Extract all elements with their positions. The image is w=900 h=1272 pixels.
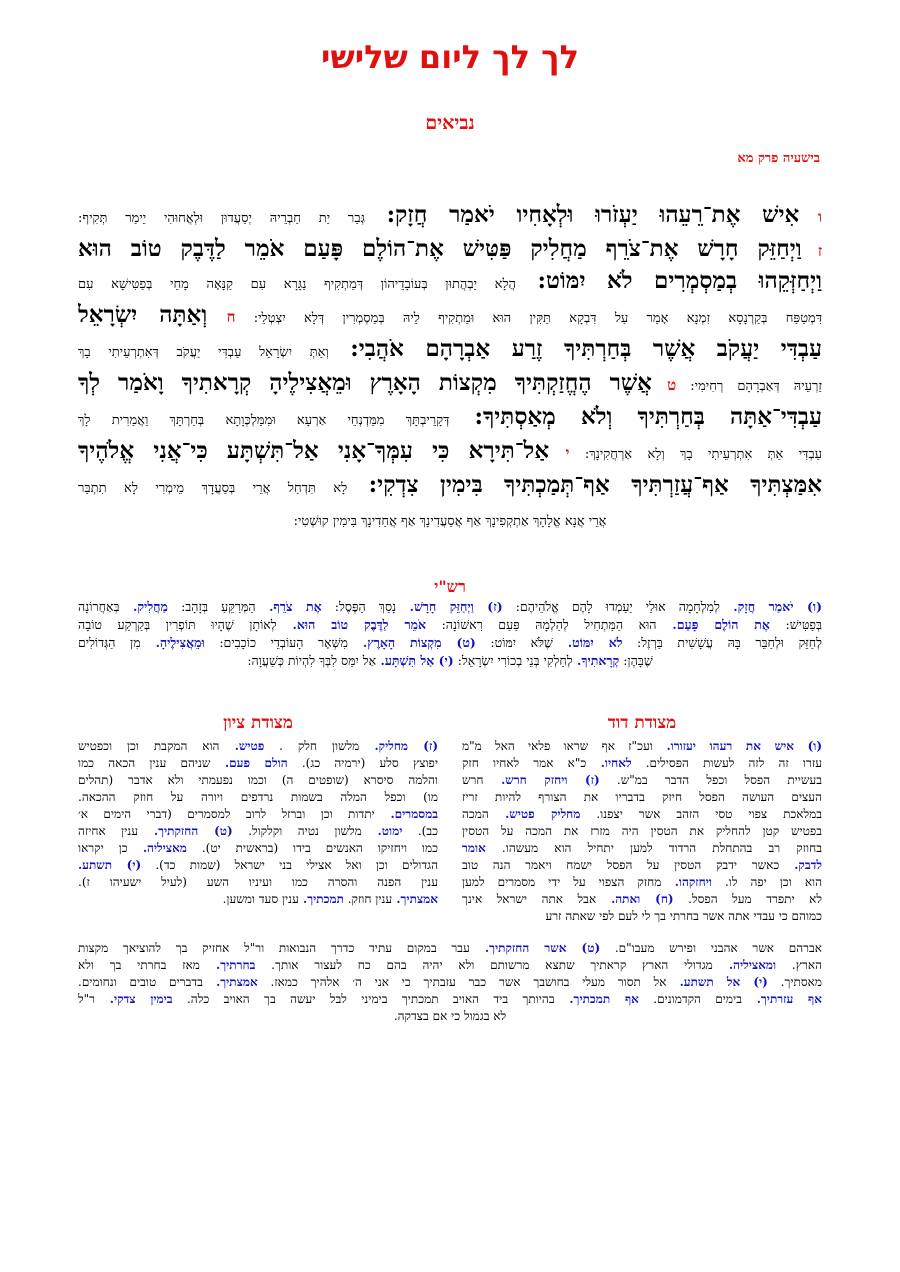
rashi-commentary	[78, 598, 822, 670]
metzudat-david-continuation	[78, 940, 822, 1025]
text-segment: הגדולים וכן ואל אצילי בני ישראל (שמות כד).	[141, 858, 438, 872]
heading-word: ויחזקהו.	[661, 875, 712, 889]
text-segment: חרש	[462, 773, 484, 787]
heading-word: מאציליה.	[127, 841, 187, 855]
verse-number: ז	[801, 242, 822, 260]
text-segment: ועכ"ז אף שראו פלאי האל מ"מ	[462, 739, 653, 753]
text-segment: דִּמְטַפַּח בְּקַרְנָסָא זִמְנָא אָמַר עַל דִּבְקָא תַּקִּין הוּא וּמַתְקִיף לֵיהּ בְּמַסְמְרִין דְּלָא יִצְטְלֵי:	[235, 311, 822, 326]
text-segment: מגדולי הארץ קראתיך שתצא מרשותם ולא יהיה בהם כח לעצור אותך.	[255, 958, 713, 972]
text-segment: וְאַתָּה יִשְׂרָאֵל	[78, 301, 208, 328]
text-segment: בעשיית הפסל וכפל הדבר במ"ש.	[599, 773, 822, 787]
text-segment: בפטיש קטן להחליק את הטסין היה מזרז את המכה על הטסין	[462, 824, 822, 838]
text-segment: לְאוֹתָן שֶׁהָיוּ תּוֹפְרִין בְּקַרְקַע טוֹבָה	[78, 617, 277, 632]
metzudat-david-line	[462, 857, 822, 874]
section-title: נביאים	[425, 112, 475, 134]
heading-word: מַחֲלִיק.	[119, 599, 168, 614]
heading-word: אֶת צֹרֵף.	[255, 599, 322, 614]
scripture-text	[78, 200, 822, 537]
rashi-line	[78, 616, 822, 634]
text-segment: זַרְעֵיהּ דְּאַבְרָהָם רְחִימִי:	[676, 379, 822, 394]
text-segment: הארץ.	[776, 958, 822, 972]
heading-word: במסמרים.	[374, 807, 438, 821]
scripture-line	[78, 234, 822, 266]
metzudat-david-line	[462, 891, 822, 908]
continuation-line	[78, 1008, 822, 1025]
text-segment: שניהם ענין הכאה כמו	[78, 756, 211, 770]
heading-word: (י) אל תשתע.	[666, 975, 768, 989]
text-segment: ענין הפנה והסרה כמו ועיניו השע (לעיל ישעיהו ז).	[78, 875, 438, 889]
metzudat-zion-line	[78, 840, 438, 857]
text-segment: מִשְּׁאָר הָעוֹבְדֵי כוֹכָבִים:	[204, 635, 348, 650]
heading-word: (ז) וַיְחַזֵּק חָרָשׁ.	[396, 599, 503, 614]
continuation-line	[78, 957, 822, 974]
text-segment: נָסַךְ הַפֶּסֶל:	[321, 599, 397, 614]
text-segment: הוא המקבת וכן וכפטיש	[78, 739, 220, 753]
text-segment: הַמְּרַקֵּעַ בְּזָהָב:	[167, 599, 256, 614]
metzudat-zion-title: מצודת ציון	[223, 713, 293, 733]
text-segment: כן יקראו	[78, 841, 128, 855]
heading-word: וּמֵאֲצִילֶיהָ.	[140, 635, 205, 650]
text-segment: כאשר ידבק הטסין על הפסל ישמח ויאמר הנה טוב	[462, 858, 780, 872]
text-segment: מחזק הצפוי על ידי מסמרים למען	[462, 875, 662, 889]
metzudat-david-line	[462, 908, 822, 925]
metzudat-zion-line	[78, 823, 438, 840]
heading-word: לדבק.	[779, 858, 822, 872]
text-segment: וְאַתְּ יִשְׂרָאֵל עַבְדִּי יַעֲקֹב דְּאִתְרְעֵיתִי בָךְ	[78, 345, 329, 360]
metzudat-david-line	[462, 806, 822, 823]
heading-word: אֹמֵר לַדֶּבֶק טוֹב הוּא.	[276, 617, 427, 632]
text-segment: וַיְחַזְּקֵהוּ בְמַסְמְרִים לֹא יִמּוֹט:	[516, 267, 822, 294]
heading-word: אומר	[462, 841, 486, 855]
text-segment: ר"ל	[78, 992, 96, 1006]
heading-word: (י) אַל תִּשְׁתָּע.	[376, 653, 454, 668]
text-segment: בחוזק רב בהתחלת הרדוד למען יתחיל הוא מעשהו.	[485, 841, 822, 855]
text-segment: הוא וכן יפה לו.	[711, 875, 822, 889]
text-segment: עַבְדִּי־אַתָּה בְּחַרְתִּיךָ וְלֹא מְאַסְתִּיךָ:	[449, 403, 822, 430]
heading-word: אף עזרתיך.	[741, 992, 822, 1006]
text-segment: הוּא הַמַּתְחִיל לְהַלְמָהּ פַּעַם רִאשׁוֹנָה:	[426, 617, 657, 632]
page-title: לך לך ליום שלישי	[321, 38, 579, 76]
text-segment: כמו ויחזיקו האנשים בידו (בראשית יט).	[186, 841, 438, 855]
metzudat-david-line	[462, 874, 822, 891]
text-segment: אַל־תִּירָא כִּי עִמְּךָ־אָנִי אַל־תִּשְׁתָּע כִּי־אֲנִי אֱלֹהֶיךָ	[78, 437, 550, 464]
heading-word: (ז) מחליק.	[359, 739, 438, 753]
continuation-line	[78, 940, 822, 957]
heading-word: ימוט.	[361, 824, 403, 838]
text-segment: אֲרֵי אֲנָא אֱלָהָךְ אַתְקְפִינָךְ אַף אֲסַעֲדִינָךְ אַף אֲחַדִינָךְ בִּימִין קוּשְׁטִי:	[293, 514, 607, 529]
metzudat-zion-line	[78, 772, 438, 789]
text-segment: שֶׁלֹּא יִמּוֹט:	[475, 635, 553, 650]
text-segment: לְמִלְחָמָה אוּלַי יַעַמְדוּ לָהֶם אֱלֹהֵיהֶם:	[502, 599, 720, 614]
text-segment: לְחַזֵּק וּלְחַבֵּר בָּהּ עֲשָׁשִׁית בַּרְזֶל:	[622, 635, 822, 650]
scripture-line	[78, 470, 822, 504]
scripture-line	[78, 368, 822, 402]
rashi-line	[78, 598, 822, 616]
metzudat-zion-line	[78, 874, 438, 891]
heading-word: אֶת הוֹלֶם פָּעַם.	[656, 617, 770, 632]
text-segment: במלאכת צפוי טסי הזהב אשר יצפנו.	[580, 807, 822, 821]
text-segment: אֲשֶׁר הֶחֱזַקְתִּיךָ מִקְצוֹת הָאָרֶץ וּמֵאֲצִילֶיהָ קְרָאתִיךָ וָאֹמַר לְךָ	[78, 369, 652, 396]
verse-number: ט	[651, 376, 677, 394]
text-segment: גְּבַר יַת חַבְרֵיהּ יְסַעֲדוּן וּלְאֲחוּהִי יֵימַר תְּקִיף:	[78, 211, 365, 226]
text-segment: מאסתיך.	[767, 975, 822, 989]
heading-word: בחרתיך.	[199, 958, 256, 972]
metzudat-zion-line	[78, 806, 438, 823]
heading-word: ומאציליה.	[712, 958, 777, 972]
scripture-line	[78, 504, 822, 537]
scripture-line	[78, 436, 822, 470]
text-segment: בהיותך ביד האויב תמכתיך בימיני לבל יעשה בך האויב כלה.	[172, 992, 555, 1006]
text-segment: יתדות וכן וברזל לרוב למסמרים (דברי הימים א׳	[78, 807, 375, 821]
heading-word: (ח) ואתה.	[596, 892, 674, 906]
text-segment: בְּאַחֲרוֹנָה	[78, 599, 120, 614]
metzudat-zion-line	[78, 738, 438, 755]
metzudat-david-line	[462, 789, 822, 806]
metzudat-zion-line	[78, 789, 438, 806]
heading-word: לאחיו.	[586, 756, 632, 770]
text-segment: בדברים טובים ונחומים.	[78, 975, 203, 989]
text-segment: לָא תִּדְחַל אֲרֵי בְּסַעֲדָךְ מֵימְרִי לָא תִתְבַּר	[78, 481, 348, 496]
verse-number: ו	[799, 208, 822, 226]
heading-word: פטיש.	[219, 739, 265, 753]
text-segment: אַל יִמַּס לִבְּךָ לִהְיוֹת כְּשַׁעֲוָה:	[247, 653, 377, 668]
text-segment: בְּפַטִּישׁ:	[769, 617, 822, 632]
text-segment: מלשון חלק .	[264, 739, 360, 753]
text-segment: כב).	[402, 824, 438, 838]
text-segment: לא יתפרד מעל הפסל.	[673, 892, 822, 906]
heading-word: (ז) ויחזק חרש.	[483, 773, 600, 787]
text-segment: והלמה סיסרא (שופטים ה) וכמו נפעמתי ולא אדבר (תהלים	[78, 773, 438, 787]
metzudat-david-line	[462, 840, 822, 857]
text-segment: המכה	[462, 807, 489, 821]
text-segment: העצים העושה הפסל חיזק בדבריו את הצורף להיות זריז	[462, 790, 822, 804]
heading-word: אמצתיך.	[392, 892, 438, 906]
heading-word: לֹא יִמּוֹט.	[552, 635, 623, 650]
metzudat-david-title: מצודת דוד	[607, 713, 677, 733]
heading-word: קְרָאתִיךָ.	[572, 653, 620, 668]
text-segment: הֲלָא יַבְהֲתוּן בְּעוֹבָדֵיהוֹן דְּמַתְקִיף נַגָּרָא עִם קַנָּאָה מָחֵי בְּפַטִּישָׁא עִם	[78, 277, 517, 292]
continuation-line	[78, 991, 822, 1008]
text-segment: עזרו זה לזה לעשות הפסילים.	[631, 756, 822, 770]
text-segment: אִישׁ אֶת־רֵעֵהוּ יַעְזֹרוּ וּלְאָחִיו יֹאמַר חֲזָק:	[364, 201, 800, 228]
heading-word: (ו) יֹאמַר חֲזָק.	[719, 599, 822, 614]
scripture-line	[78, 334, 822, 368]
heading-word: מחליק פטיש.	[488, 807, 581, 821]
text-segment: כמוהם כי עבדי אתה אשר בחרתי בך לי לעם לפי שאתה זרע	[545, 909, 822, 923]
metzudat-david-line	[462, 772, 822, 789]
chapter-reference: בישעיה פרק מא	[737, 151, 820, 166]
heading-word: (י) תשתע.	[78, 858, 142, 872]
text-segment: מִן הַגְּדוֹלִים	[78, 635, 141, 650]
text-segment: אִמַּצְתִּיךָ אַף־עֲזַרְתִּיךָ אַף־תְּמַכְתִּיךָ בִּימִין צִדְקִי:	[347, 471, 822, 498]
metzudat-zion-line	[78, 857, 438, 874]
heading-word: (ט) אשר החזקתיך.	[469, 941, 601, 955]
rashi-line	[78, 652, 822, 670]
text-segment: אל תסור מעלי בחושבך אשר כבר עזבתיך כי אני ה׳ אלהיך כמאז.	[257, 975, 667, 989]
continuation-line	[78, 974, 822, 991]
heading-word: תמכתיך.	[298, 892, 344, 906]
verse-number: ח	[207, 308, 236, 326]
heading-word: אף תמכתיך.	[554, 992, 639, 1006]
metzudat-zion-line	[78, 755, 438, 772]
scripture-line	[78, 266, 822, 300]
metzudat-david-line	[462, 738, 822, 755]
scripture-line	[78, 300, 822, 334]
text-segment: לְחַלְקִי בְּנֵי בְכוֹרִי יִשְׂרָאֵל:	[453, 653, 573, 668]
text-segment: אברהם אשר אהבני ופירש מעבו"ם.	[600, 941, 822, 955]
metzudat-david-line	[462, 755, 822, 772]
text-segment: ענין אחיזה	[78, 824, 139, 838]
heading-word: (ו) איש את רעהו יעזורו.	[652, 739, 822, 753]
rashi-line	[78, 634, 822, 652]
metzudat-zion-line	[78, 891, 438, 908]
text-segment: וַיְחַזֵּק חָרָשׁ אֶת־צֹרֵף מַחֲלִיק פַּטִּישׁ אֶת־הוֹלֶם פָּעַם אֹמֵר לַדֶּבֶק טוֹב הוּא	[78, 235, 802, 262]
text-segment: אבל אתה ישראל אינך	[462, 892, 597, 906]
text-segment: עַבְדִּי יַעֲקֹב אֲשֶׁר בְּחַרְתִּיךָ זֶרַע אַבְרָהָם אֹהֲבִי:	[328, 335, 822, 362]
text-segment: דְּקָרֵיבְתָּךְ מִמַּדְנְחֵי אַרְעָא וּמִמַּלְכְּוָתָא בְּחַרְתָּךְ וַאֲמַרִית לָךְ	[78, 413, 450, 428]
heading-word: הולם פעם.	[210, 756, 288, 770]
text-segment: שֶׁבָּהֶן:	[619, 653, 653, 668]
text-segment: כ"א אמר לאחיו חזק	[462, 756, 587, 770]
rashi-title: רש"י	[434, 577, 466, 596]
metzudat-zion-commentary	[78, 738, 438, 908]
text-segment: מאז בחרתי בך ולא	[78, 958, 200, 972]
text-segment: ענין חוזק.	[343, 892, 393, 906]
text-segment: בימים הקדמונים.	[638, 992, 742, 1006]
scripture-line	[78, 402, 822, 436]
text-segment: יפוצץ סלע (ירמיה כג).	[287, 756, 438, 770]
heading-word: (ט) מִקְצוֹת הָאָרֶץ.	[347, 635, 476, 650]
heading-word: אמצתיך.	[202, 975, 258, 989]
text-segment: עַבְדִּי אַתְּ אִתְרְעֵיתִי בָךְ וְלָא אַרְחֲקִינָךְ:	[569, 447, 822, 462]
verse-number: י	[549, 444, 570, 462]
text-segment: מלשון נטיה וקלקול.	[232, 824, 362, 838]
scripture-line	[78, 200, 822, 234]
heading-word: בימין צדקי.	[95, 992, 173, 1006]
text-segment: לא בגמול כי אם בצדקה.	[393, 1009, 507, 1023]
heading-word: (ט) החזקתיך.	[138, 824, 233, 838]
metzudat-david-commentary	[462, 738, 822, 925]
text-segment: עבר במקום עתיד כדרך הנבואות ור"ל אחזיק בך להוציאך מקצות	[78, 941, 470, 955]
text-segment: ענין סעד ומשען.	[222, 892, 299, 906]
text-segment: מו) וכפל המלה בשמות נרדפים ויורה על חוזק ההכאה.	[78, 790, 438, 804]
metzudat-david-line	[462, 823, 822, 840]
